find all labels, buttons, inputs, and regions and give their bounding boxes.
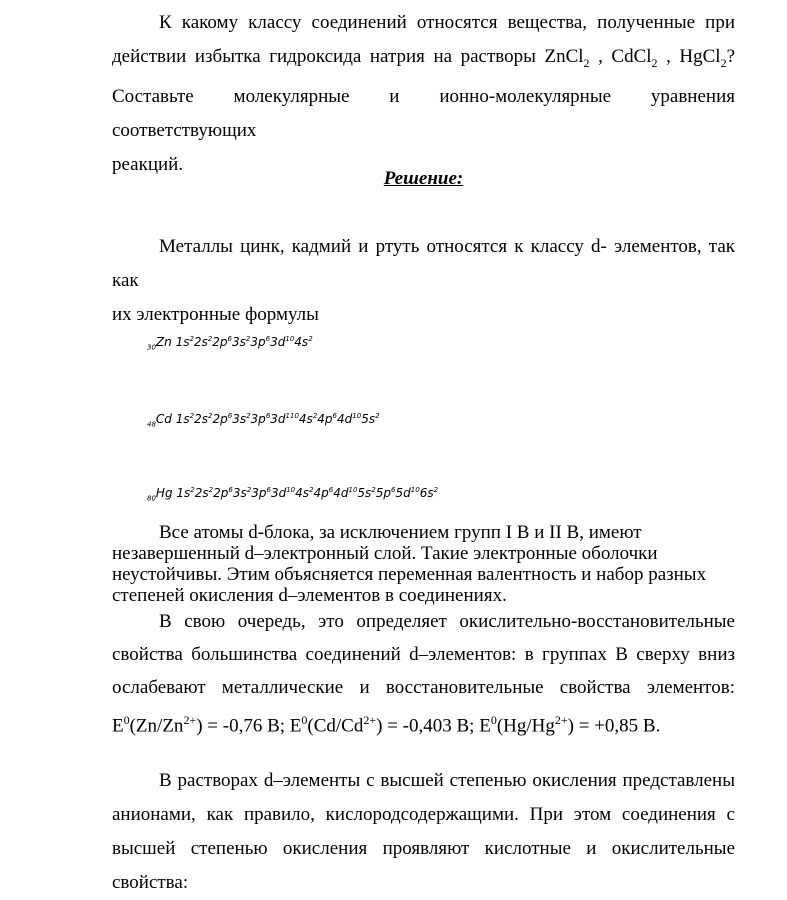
electron-count: 6 (265, 335, 271, 343)
electron-count: 2 (189, 412, 195, 420)
electron-count: 2 (309, 486, 314, 494)
orbital: 5s (361, 412, 376, 426)
orbital: 3p (250, 412, 266, 426)
orbital: 4p (313, 486, 329, 500)
electron-count: 10 (348, 486, 358, 494)
atomic-number: 48 (147, 420, 156, 429)
orbital: 4d (333, 486, 349, 500)
electron-count: 2 (246, 412, 251, 420)
intro-line-2: их электронные формулы (112, 304, 319, 325)
orbital: 3d (270, 335, 286, 349)
atomic-number: 30 (147, 343, 156, 352)
electron-count: 6 (227, 412, 233, 420)
electron-count: 110 (285, 412, 299, 420)
electron-count: 6 (266, 486, 271, 494)
intro-line-1: Металлы цинк, кадмий и ртуть относятся к классу d- элементов, так как (112, 236, 735, 291)
orbital: 3p (250, 335, 266, 349)
element-symbol: Zn (155, 335, 176, 349)
solutions-paragraph (112, 764, 735, 900)
orbital: 6s (419, 486, 434, 500)
redox-line-1: В свою очередь, это определяет окислительно-восстановительные (159, 611, 735, 632)
electron-count: 2 (375, 412, 380, 420)
electron-count: 10 (285, 335, 295, 343)
orbital: 1s (175, 335, 190, 349)
electron-count: 2 (371, 486, 376, 494)
electron-count: 2 (190, 486, 195, 494)
dblock-paragraph (112, 522, 735, 606)
dblock-line-1: Все атомы d-блока, за исключением групп I B и II B, имеют (159, 522, 642, 543)
electron-count: 2 (245, 335, 251, 343)
orbital: 2p (213, 486, 229, 500)
orbital: 2p (212, 412, 228, 426)
dblock-line-3: неустойчивы. Этим объясняется переменная валентность и набор разных (112, 564, 707, 585)
orbital: 2p (212, 335, 228, 349)
formula-zn (147, 335, 313, 351)
question-line-4: реакций. (112, 153, 184, 175)
intro-paragraph (112, 230, 735, 332)
electron-count: 2 (207, 412, 213, 420)
question-line-2: действии избытка гидроксида натрия на растворы ZnCl$_2$ , CdCl$_2$ , HgCl$_2$? (112, 46, 736, 70)
solutions-line-2: анионами, как правило, кислородсодержащими. При этом соединения с (112, 804, 735, 825)
electron-count: 6 (265, 412, 271, 420)
electron-count: 10 (352, 412, 362, 420)
redox-line-3: ослабевают металлические и восстановительные свойства элементов: (112, 677, 735, 698)
solutions-line-3: высшей степенью окисления проявляют кислотные и окислительные свойства: (112, 838, 735, 893)
element-symbol: Hg (155, 486, 177, 500)
orbital: 4s (295, 486, 310, 500)
electron-count: 2 (208, 486, 214, 494)
electron-count: 6 (332, 412, 338, 420)
electron-count: 2 (189, 335, 194, 343)
atomic-number: 80 (147, 494, 156, 503)
solutions-line-1: В растворах d–элементы с высшей степенью окисления представлены (159, 770, 735, 791)
electron-count: 2 (433, 486, 439, 494)
electron-count: 2 (246, 486, 252, 494)
orbital: 3s (232, 412, 247, 426)
redox-line-2: свойства большинства соединений d–элементов: в группах В сверху вниз (112, 644, 735, 665)
orbital: 5p (375, 486, 392, 500)
orbital: 3d (270, 412, 286, 426)
question-paragraph (112, 6, 735, 182)
electron-count: 6 (328, 486, 334, 494)
orbital: 1s (176, 486, 191, 500)
electron-count: 10 (286, 486, 296, 494)
electron-count: 2 (308, 335, 313, 343)
electron-count: 2 (312, 412, 318, 420)
orbital: 5s (357, 486, 372, 500)
orbital: 3d (270, 486, 287, 500)
formula-hg (147, 486, 438, 502)
dblock-line-2: незавершенный d–электронный слой. Такие электронные оболочки (112, 543, 658, 564)
orbital: 4s (298, 412, 313, 426)
question-line-1: К какому классу соединений относятся вещества, полученные при (159, 12, 735, 33)
orbital: 3s (232, 335, 246, 349)
orbital: 4d (337, 412, 353, 426)
orbital: 2s (193, 335, 208, 349)
redox-paragraph (112, 605, 735, 742)
electron-count: 6 (391, 486, 396, 494)
electron-count: 6 (228, 486, 233, 494)
orbital: 2s (194, 486, 209, 500)
element-symbol: Cd (155, 412, 176, 426)
electron-count: 6 (227, 335, 233, 343)
dblock-line-4: степеней окисления d–элементов в соединениях. (112, 585, 507, 606)
electron-count: 10 (410, 486, 420, 494)
question-line-3: Составьте молекулярные и ионно-молекулярные уравнения соответствующих (112, 85, 735, 141)
electron-count: 2 (207, 335, 213, 343)
orbital: 1s (175, 412, 190, 426)
orbital: 4p (317, 412, 333, 426)
orbital: 3p (251, 486, 267, 500)
orbital: 5d (395, 486, 411, 500)
solution-heading: Решение: (383, 168, 464, 189)
orbital: 3s (232, 486, 247, 500)
formula-cd (147, 412, 380, 428)
orbital: 4s (294, 335, 309, 349)
redox-potentials: $E^0(Zn/Zn^{2+}) = -0,76$ В; $E^0(Cd/Cd^{2+}) = -0,403$ В; $E^0(Hg/Hg^{2+}) = +0,85$ В. (112, 713, 661, 737)
orbital: 2s (194, 412, 208, 426)
